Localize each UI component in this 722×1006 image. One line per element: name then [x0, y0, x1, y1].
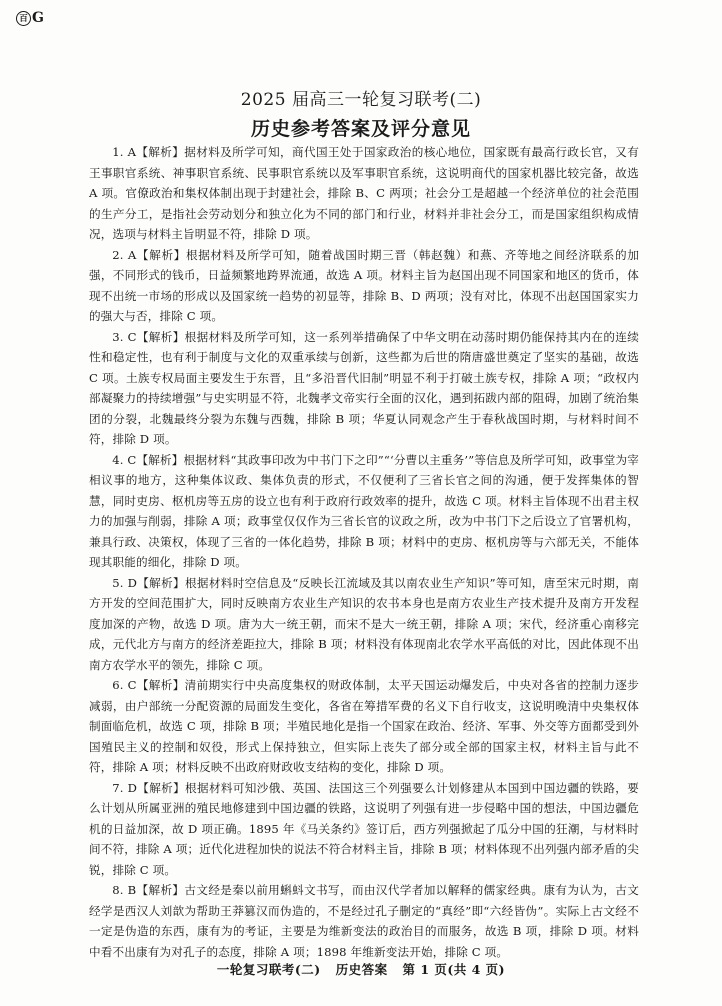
- answer-body: [89, 142, 639, 962]
- logo-letter: G: [32, 10, 44, 26]
- footer-page-number: 第 1 页(共 4 页): [402, 962, 506, 977]
- answer-paragraph-7: 7. D【解析】根据材料可知沙俄、英国、法国这三个列强要么计划修建从本国到中国边疆的铁路，要么计划从所属亚洲的殖民地修建到中国边疆的铁路，这说明了列强有进一步侵略中国的想法，中国边疆危机的日益加深，故 D 项正确。1895 年《马关条约》签订后，西方列强掀起了瓜分中国的狂潮，与材料时间不符，排除 A 项；近代化进程加快的说法不符合材料主旨，排除 B 项；材料体现不出列强内部矛盾的尖锐，排除 C 项。: [89, 780, 639, 877]
- footer-subject: 历史答案: [335, 962, 388, 977]
- answer-paragraph-5: 5. D【解析】根据材料时空信息及“反映长江流域及其以南农业生产知识”等可知，唐至宋元时期，南方开发的空间范围扩大，同时反映南方农业生产知识的农书本身也是南方农业生产技术提升及南方开发程度加深的产物，故选 D 项。唐为大一统王朝，而宋不是大一统王朝，排除 A 项；宋代，经济重心南移完成，元代北方与南方的经济差距拉大，排除 B 项；材料没有体现南北农学水平高低的对比，因此体现不出南方农学水平的领先，排除 C 项。: [89, 575, 639, 672]
- logo-circle-mark: 百: [16, 11, 31, 26]
- page-footer: [0, 960, 722, 978]
- answer-paragraph-2: 2. A【解析】根据材料及所学可知，随着战国时期三晋（韩赵魏）和燕、齐等地之间经济联系的加强，不同形式的钱币，日益频繁地跨界流通，故选 A 项。材料主旨为赵国出现不同国家和地区的货币，体现不出统一市场的形成以及国家统一趋势的初显等，排除 B、D 两项；没有对比，体现不出赵国国家实力的强大与否，排除 C 项。: [89, 247, 639, 323]
- answer-paragraph-8: 8. B【解析】古文经是秦以前用蝌蚪文书写，而由汉代学者加以解释的儒家经典。康有为认为，古文经学是西汉人刘歆为帮助王莽篡汉而伪造的，不是经过孔子删定的“真经”即“六经皆伪”。实际上古文经不一定是伪造的东西，康有为的考证，主要是为维新变法的政治目的而服务，故选 B 项，排除 D 项。材料中看不出康有为对孔子的态度，排除 A 项；1898 年维新变法开始，排除 C 项。: [89, 883, 639, 959]
- document-title: 2025 届高三一轮复习联考(二): [240, 90, 482, 110]
- footer-series: 一轮复习联考(二): [216, 962, 321, 977]
- document-subtitle: 历史参考答案及评分意见: [250, 118, 471, 140]
- publisher-logo: [16, 10, 44, 26]
- answer-paragraph-4: 4. C【解析】根据材料“其政事印改为中书门下之印”“‘分曹以主重务’”等信息及所学可知，政事堂为宰相议事的地方，这种集体议政、集体负责的形式，不仅便利了三省长官之间的沟通，便于发挥集体的智慧，同时吏房、枢机房等五房的设立也有利于政府行政效率的提升，故选 C 项。材料主旨体现不出君主权力的加强与削弱，排除 A 项；政事堂仅仅作为三省长官的议政之所，改为中书门下之后设立了官署机构，兼具行政、决策权，体现了三省的一体化趋势，排除 B 项；材料中的吏房、枢机房等与六部无关，不能体现其职能的细化，排除 D 项。: [89, 452, 639, 569]
- answer-paragraph-1: 1. A【解析】据材料及所学可知，商代国王处于国家政治的核心地位，国家既有最高行政长官，又有王事职官系统、神事职官系统、民事职官系统以及军事职官系统，这说明商代的国家机器比较完备，故选 A 项。官僚政治和集权体制出现于封建社会，排除 B、C 两项；社会分工是超越一个经济单位的社会范围的生产分工，是指社会劳动划分和独立化为不同的部门和行业，材料并非社会分工，而是国家组织构成情况，选项与材料主旨明显不符，排除 D 项。: [89, 145, 639, 241]
- answer-paragraph-6: 6. C【解析】清前期实行中央高度集权的财政体制，太平天国运动爆发后，中央对各省的控制力逐步减弱，由户部统一分配资源的局面发生变化，各省在筹措军费的名义下自行收支，这说明晚清中央集权体制面临危机，故选 C 项，排除 B 项；半殖民地化是指一个国家在政治、经济、军事、外交等方面都受到外国殖民主义的控制和奴役，形式上保持独立，但实际上丧失了部分或全部的国家主权，材料主旨与此不符，排除 A 项；材料反映不出政府财政收支结构的变化，排除 D 项。: [89, 678, 639, 774]
- answer-paragraph-3: 3. C【解析】根据材料及所学可知，这一系列举措确保了中华文明在动荡时期仍能保持其内在的连续性和稳定性，也有利于制度与文化的双重承续与创新，这些都为后世的隋唐盛世奠定了坚实的基础，故选 C 项。土族专权局面主要发生于东晋，且“多沿晋代旧制”明显不利于打破土族专权，排除 A 项；“政权内部凝聚力的持续增强”与史实明显不符，北魏孝文帝实行全面的汉化，遇到拓跋内部的阻碍，加剧了统治集团的分裂，北魏最终分裂为东魏与西魏，排除 B 项；华夏认同观念产生于春秋战国时期，与材料时间不符，排除 D 项。: [89, 329, 639, 446]
